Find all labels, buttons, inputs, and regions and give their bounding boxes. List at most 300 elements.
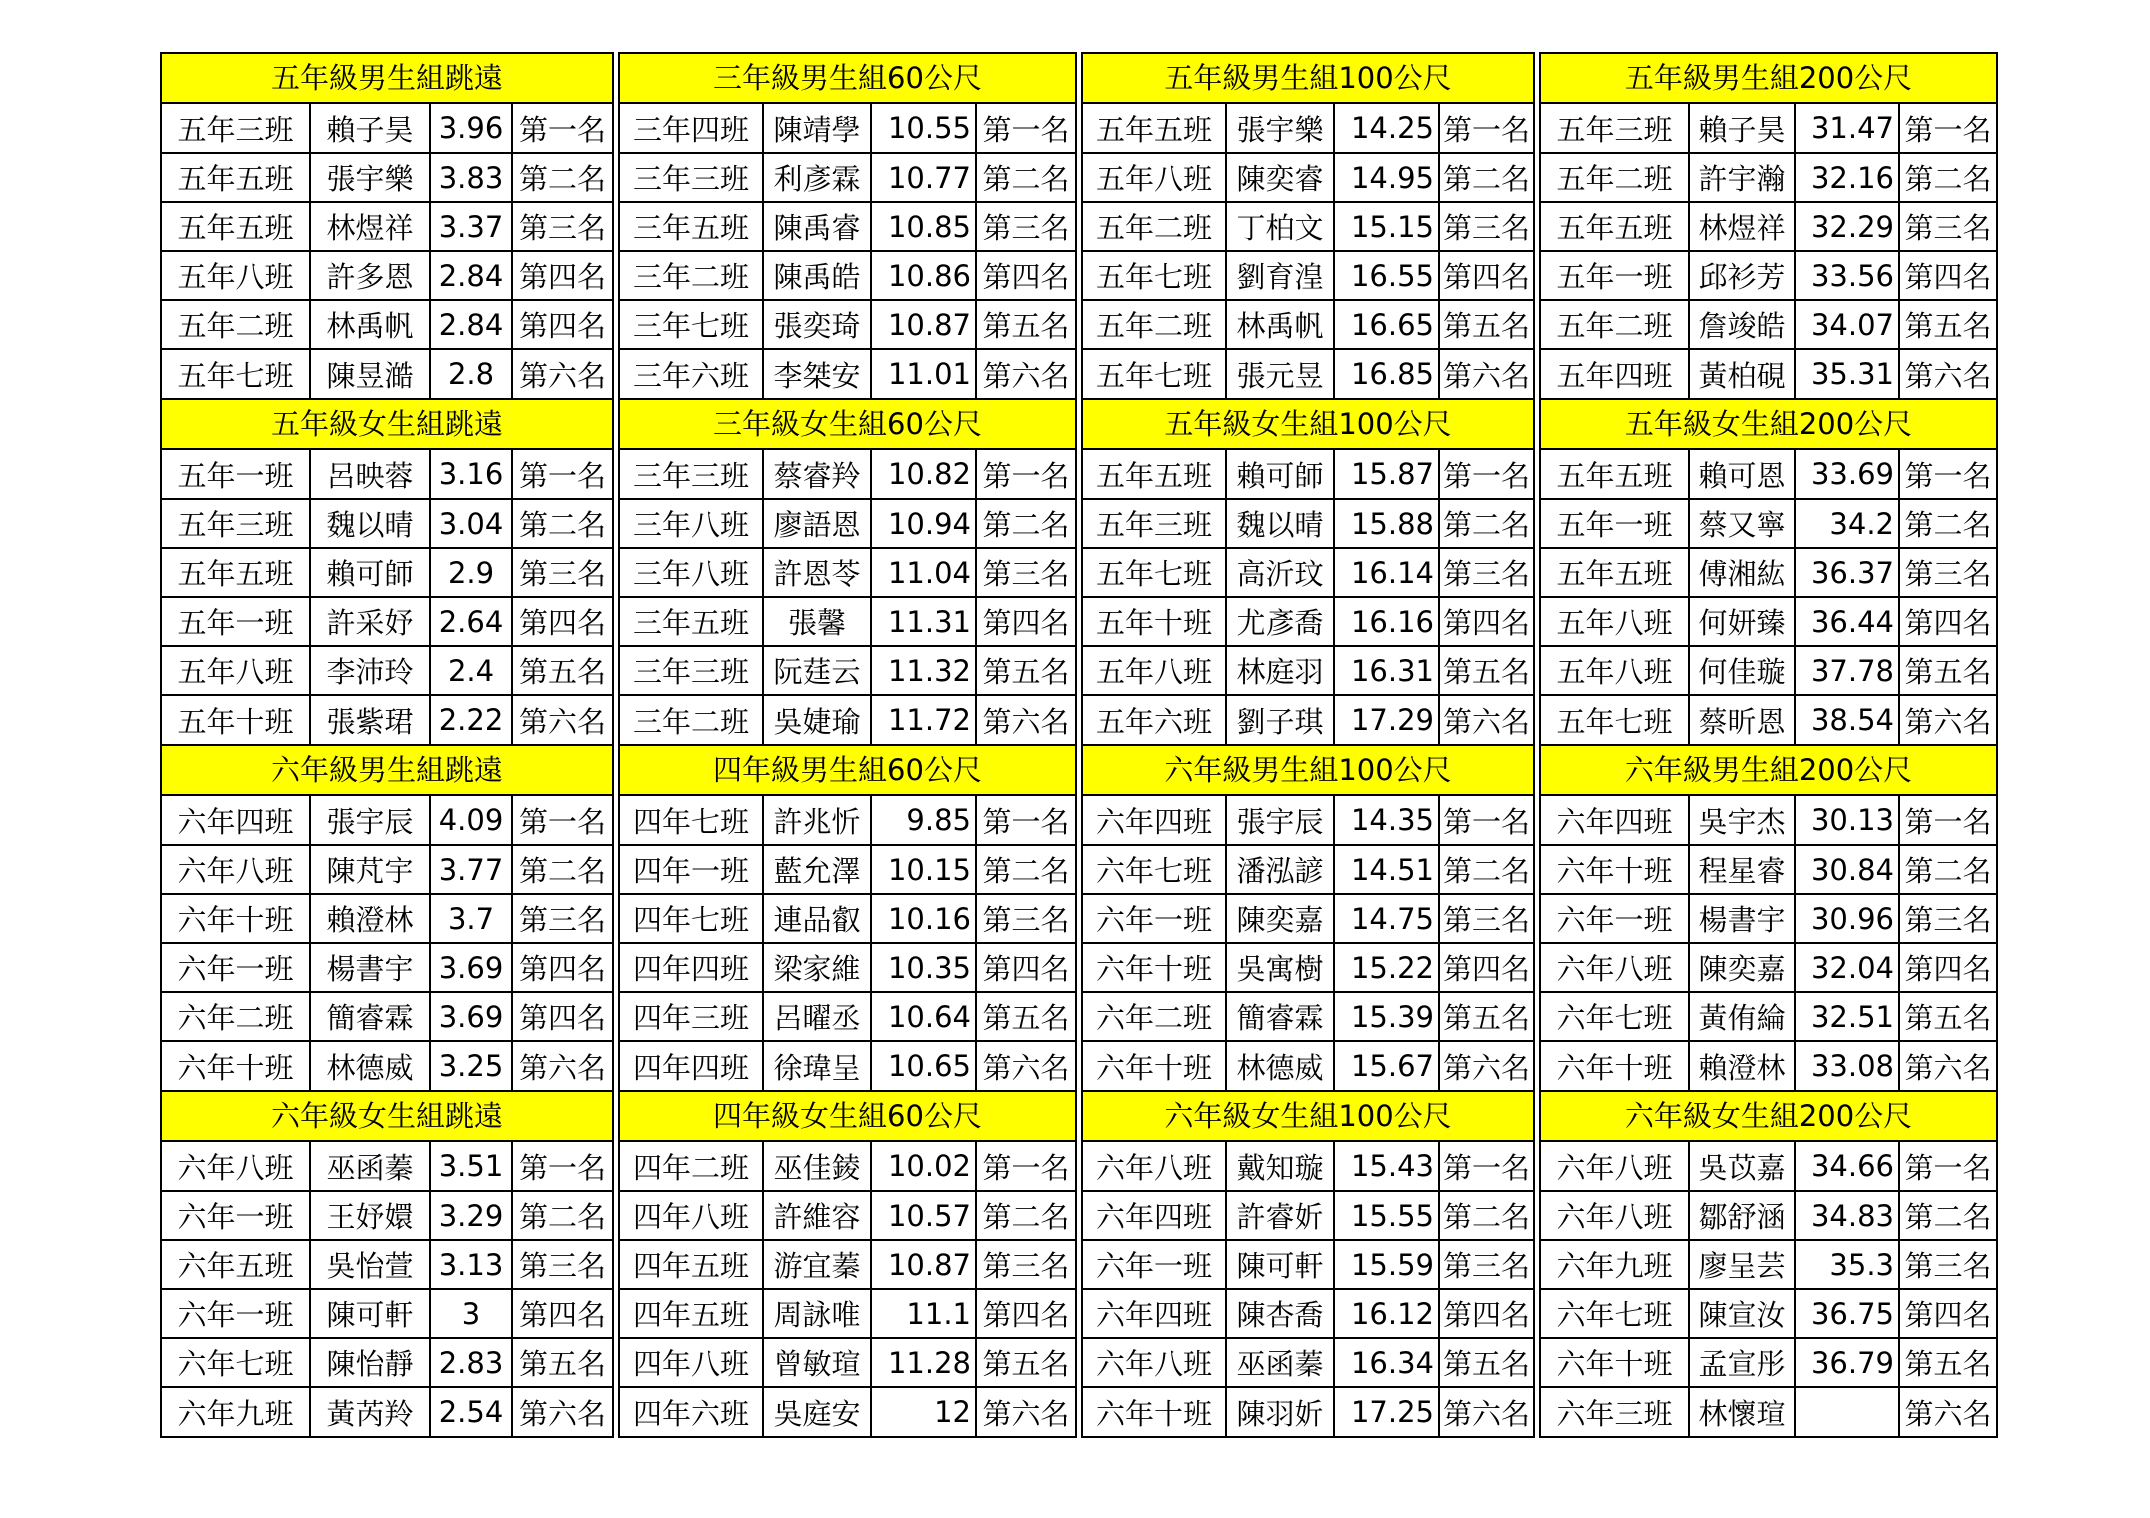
table-row — [162, 943, 612, 992]
athlete-name-cell: 陳奕嘉 — [1226, 894, 1334, 943]
results-bands — [160, 52, 1998, 1438]
result-cell: 34.66 — [1795, 1142, 1899, 1191]
table-row — [1083, 796, 1533, 845]
table-row — [1083, 202, 1533, 251]
rank-cell: 第四名 — [1899, 943, 1996, 992]
rank-cell: 第五名 — [1899, 1338, 1996, 1387]
athlete-name-cell: 潘泓諺 — [1226, 845, 1334, 894]
table-row — [1083, 499, 1533, 548]
rank-cell: 第四名 — [1439, 1289, 1533, 1338]
result-cell: 16.14 — [1334, 548, 1439, 597]
athlete-name-cell: 許睿妡 — [1226, 1191, 1334, 1240]
table-row — [1083, 1191, 1533, 1240]
results-table — [1541, 450, 1996, 744]
table-row — [620, 1240, 1075, 1289]
result-cell: 31.47 — [1795, 104, 1899, 153]
class-cell: 五年四班 — [1541, 349, 1689, 398]
rank-cell: 第五名 — [976, 992, 1075, 1041]
class-cell: 六年八班 — [1083, 1142, 1226, 1191]
table-row — [1083, 104, 1533, 153]
table-row — [1541, 943, 1996, 992]
class-cell: 六年五班 — [162, 1240, 310, 1289]
rank-cell: 第三名 — [512, 548, 612, 597]
table-row — [1083, 992, 1533, 1041]
class-cell: 三年二班 — [620, 695, 763, 744]
result-cell: 10.35 — [871, 943, 976, 992]
results-table — [1083, 450, 1533, 744]
rank-cell: 第四名 — [1899, 1289, 1996, 1338]
table-row — [620, 104, 1075, 153]
rank-cell: 第六名 — [982, 1396, 1070, 1431]
rank-cell: 第四名 — [1439, 943, 1533, 992]
athlete-name-cell: 賴子昊 — [310, 104, 430, 153]
table-row — [1541, 450, 1996, 499]
class-cell: 六年一班 — [1083, 894, 1226, 943]
event-panel — [160, 400, 614, 746]
event-title: 六年級女生組200公尺 — [1541, 1092, 1996, 1142]
event-title: 五年級男生組200公尺 — [1541, 54, 1996, 104]
table-row — [1083, 349, 1533, 398]
result-cell: 10.15 — [871, 845, 976, 894]
athlete-name-cell: 連品叡 — [763, 894, 871, 943]
athlete-name-cell: 張宇樂 — [310, 153, 430, 202]
rank-cell: 第六名 — [1442, 1050, 1530, 1085]
athlete-name-cell: 林煜祥 — [1689, 202, 1795, 251]
class-cell: 四年四班 — [620, 1041, 763, 1090]
table-row — [162, 153, 612, 202]
class-cell: 五年五班 — [1541, 548, 1689, 597]
table-row — [620, 1387, 1075, 1436]
table-row — [620, 992, 1075, 1041]
athlete-name-cell: 詹竣皓 — [1689, 300, 1795, 349]
athlete-name-cell: 陳芃宇 — [310, 845, 430, 894]
rank-cell: 第二名 — [1439, 153, 1533, 202]
table-row — [1541, 1240, 1996, 1289]
table-row — [620, 695, 1075, 744]
rank-cell: 第五名 — [1899, 646, 1996, 695]
rank-cell: 第五名 — [976, 646, 1075, 695]
table-row — [1541, 1041, 1996, 1090]
athlete-name-cell: 簡睿霖 — [1226, 992, 1334, 1041]
class-cell: 五年七班 — [1083, 548, 1226, 597]
table-row — [1541, 104, 1996, 153]
table-row — [162, 450, 612, 499]
result-cell: 34.07 — [1795, 300, 1899, 349]
table-row — [620, 349, 1075, 398]
athlete-name-cell: 丁柏文 — [1226, 202, 1334, 251]
athlete-name-cell: 徐瑋呈 — [763, 1041, 871, 1090]
table-row — [620, 548, 1075, 597]
rank-cell: 第四名 — [512, 597, 612, 646]
athlete-name-cell: 巫函蓁 — [1226, 1338, 1334, 1387]
athlete-name-cell: 周詠唯 — [763, 1289, 871, 1338]
rank-cell: 第五名 — [512, 1338, 612, 1387]
result-cell: 15.22 — [1334, 943, 1439, 992]
table-row — [1083, 1338, 1533, 1387]
event-panel — [1539, 1092, 1998, 1438]
rank-cell: 第二名 — [976, 153, 1075, 202]
table-row — [162, 992, 612, 1041]
rank-cell: 第三名 — [1439, 894, 1533, 943]
event-title: 六年級男生組200公尺 — [1541, 746, 1996, 796]
result-cell: 10.02 — [871, 1142, 976, 1191]
rank-cell: 第六名 — [982, 358, 1070, 393]
table-row — [1541, 300, 1996, 349]
event-title: 五年級男生組跳遠 — [162, 54, 612, 104]
class-cell: 五年三班 — [1541, 104, 1689, 153]
rank-cell: 第六名 — [982, 1050, 1070, 1085]
class-cell: 六年十班 — [1083, 943, 1226, 992]
result-cell: 36.75 — [1795, 1289, 1899, 1338]
table-row — [620, 597, 1075, 646]
rank-cell: 第四名 — [512, 992, 612, 1041]
athlete-name-cell: 廖呈芸 — [1689, 1240, 1795, 1289]
table-row — [1541, 1387, 1996, 1436]
athlete-name-cell: 陳奕嘉 — [1689, 943, 1795, 992]
class-cell: 五年一班 — [1541, 499, 1689, 548]
athlete-name-cell: 許恩苓 — [763, 548, 871, 597]
rank-cell: 第六名 — [518, 704, 606, 739]
athlete-name-cell: 許多恩 — [310, 251, 430, 300]
class-cell: 六年一班 — [162, 1289, 310, 1338]
rank-cell: 第五名 — [1439, 300, 1533, 349]
table-row — [1541, 845, 1996, 894]
athlete-name-cell: 陳昱澔 — [310, 349, 430, 398]
event-panel — [1539, 746, 1998, 1092]
athlete-name-cell: 張宇辰 — [1226, 796, 1334, 845]
class-cell: 五年七班 — [1083, 251, 1226, 300]
class-cell: 五年五班 — [1541, 202, 1689, 251]
class-cell: 三年六班 — [620, 349, 763, 398]
rank-cell: 第三名 — [1899, 894, 1996, 943]
class-cell: 六年十班 — [162, 894, 310, 943]
table-row — [1083, 251, 1533, 300]
result-cell: 2.22 — [430, 695, 512, 744]
class-cell: 六年九班 — [1541, 1240, 1689, 1289]
result-cell: 11.28 — [871, 1338, 976, 1387]
rank-cell: 第四名 — [976, 597, 1075, 646]
result-cell: 10.65 — [871, 1041, 976, 1090]
class-cell: 六年八班 — [1541, 1142, 1689, 1191]
rank-cell: 第六名 — [982, 704, 1070, 739]
result-cell: 3.69 — [430, 992, 512, 1041]
table-row — [162, 1142, 612, 1191]
result-cell: 10.64 — [871, 992, 976, 1041]
table-row — [1083, 1387, 1533, 1436]
table-row — [162, 1289, 612, 1338]
class-cell: 六年一班 — [162, 943, 310, 992]
rank-cell: 第二名 — [1899, 845, 1996, 894]
class-cell: 六年四班 — [1541, 796, 1689, 845]
rank-cell: 第五名 — [1899, 992, 1996, 1041]
rank-cell: 第六名 — [518, 1396, 606, 1431]
table-row — [1083, 695, 1533, 744]
athlete-name-cell: 吳怡萱 — [310, 1240, 430, 1289]
rank-cell: 第六名 — [1904, 1396, 1992, 1431]
rank-cell: 第四名 — [976, 943, 1075, 992]
result-cell: 10.57 — [871, 1191, 976, 1240]
athlete-name-cell: 傅湘紘 — [1689, 548, 1795, 597]
athlete-name-cell: 簡睿霖 — [310, 992, 430, 1041]
class-cell: 三年三班 — [620, 646, 763, 695]
table-row — [620, 1142, 1075, 1191]
rank-cell: 第六名 — [1442, 1396, 1530, 1431]
table-row — [620, 202, 1075, 251]
athlete-name-cell: 陳怡靜 — [310, 1338, 430, 1387]
event-title: 五年級男生組100公尺 — [1083, 54, 1533, 104]
result-cell: 32.29 — [1795, 202, 1899, 251]
athlete-name-cell: 賴可師 — [1226, 450, 1334, 499]
class-cell: 四年四班 — [620, 943, 763, 992]
athlete-name-cell: 王妤嬛 — [310, 1191, 430, 1240]
table-row — [620, 646, 1075, 695]
event-panel — [1081, 1092, 1535, 1438]
athlete-name-cell: 許維容 — [763, 1191, 871, 1240]
table-row — [1541, 202, 1996, 251]
athlete-name-cell: 張宇辰 — [310, 796, 430, 845]
class-cell: 三年八班 — [620, 548, 763, 597]
athlete-name-cell: 張奕琦 — [763, 300, 871, 349]
event-panel — [618, 400, 1077, 746]
rank-cell: 第一名 — [1899, 1142, 1996, 1191]
table-row — [1083, 943, 1533, 992]
results-table — [1083, 1142, 1533, 1436]
table-row — [1541, 992, 1996, 1041]
class-cell: 五年五班 — [1083, 450, 1226, 499]
results-table — [162, 450, 612, 744]
rank-cell: 第四名 — [1899, 251, 1996, 300]
athlete-name-cell: 魏以晴 — [310, 499, 430, 548]
result-cell: 3.96 — [430, 104, 512, 153]
class-cell: 三年八班 — [620, 499, 763, 548]
athlete-name-cell: 利彥霖 — [763, 153, 871, 202]
table-row — [620, 1338, 1075, 1387]
class-cell: 五年二班 — [1541, 153, 1689, 202]
rank-cell: 第五名 — [1439, 992, 1533, 1041]
class-cell: 六年十班 — [162, 1041, 310, 1090]
table-row — [162, 1191, 612, 1240]
result-cell: 10.82 — [871, 450, 976, 499]
rank-cell: 第三名 — [1899, 1240, 1996, 1289]
athlete-name-cell: 林懷瑄 — [1689, 1387, 1795, 1436]
results-band — [160, 746, 1998, 1092]
result-cell: 32.04 — [1795, 943, 1899, 992]
result-cell: 3.7 — [430, 894, 512, 943]
class-cell: 六年一班 — [1083, 1240, 1226, 1289]
table-row — [162, 499, 612, 548]
table-row — [1083, 1289, 1533, 1338]
table-row — [1541, 1142, 1996, 1191]
rank-cell: 第一名 — [512, 1142, 612, 1191]
class-cell: 五年二班 — [1083, 202, 1226, 251]
event-title: 五年級女生組200公尺 — [1541, 400, 1996, 450]
table-row — [162, 845, 612, 894]
class-cell: 六年十班 — [1083, 1387, 1226, 1436]
rank-cell: 第三名 — [512, 1240, 612, 1289]
table-row — [1541, 597, 1996, 646]
table-row — [1541, 894, 1996, 943]
result-cell: 2.84 — [430, 300, 512, 349]
event-title: 三年級男生組60公尺 — [620, 54, 1075, 104]
rank-cell: 第四名 — [1439, 597, 1533, 646]
class-cell: 六年一班 — [162, 1191, 310, 1240]
rank-cell: 第三名 — [1899, 202, 1996, 251]
result-cell: 37.78 — [1795, 646, 1899, 695]
athlete-name-cell: 許采妤 — [310, 597, 430, 646]
class-cell: 五年一班 — [162, 450, 310, 499]
class-cell: 六年二班 — [162, 992, 310, 1041]
rank-cell: 第六名 — [1904, 704, 1992, 739]
result-cell: 14.95 — [1334, 153, 1439, 202]
results-band — [160, 400, 1998, 746]
rank-cell: 第六名 — [518, 1050, 606, 1085]
athlete-name-cell: 陳杏喬 — [1226, 1289, 1334, 1338]
athlete-name-cell: 許兆忻 — [763, 796, 871, 845]
athlete-name-cell: 邱衫芳 — [1689, 251, 1795, 300]
result-cell: 16.55 — [1334, 251, 1439, 300]
table-row — [1083, 450, 1533, 499]
class-cell: 六年十班 — [1541, 845, 1689, 894]
results-table — [1083, 796, 1533, 1090]
class-cell: 六年二班 — [1083, 992, 1226, 1041]
rank-cell: 第四名 — [1899, 597, 1996, 646]
athlete-name-cell: 賴可恩 — [1689, 450, 1795, 499]
class-cell: 三年三班 — [620, 153, 763, 202]
class-cell: 六年七班 — [162, 1338, 310, 1387]
result-cell: 15.67 — [1334, 1041, 1439, 1090]
rank-cell: 第三名 — [976, 202, 1075, 251]
rank-cell: 第三名 — [512, 202, 612, 251]
class-cell: 三年四班 — [620, 104, 763, 153]
class-cell: 四年八班 — [620, 1191, 763, 1240]
event-title: 六年級女生組跳遠 — [162, 1092, 612, 1142]
result-cell: 30.13 — [1795, 796, 1899, 845]
result-cell: 38.54 — [1795, 695, 1899, 744]
result-cell: 16.16 — [1334, 597, 1439, 646]
table-row — [162, 251, 612, 300]
result-cell: 15.43 — [1334, 1142, 1439, 1191]
result-cell: 3.37 — [430, 202, 512, 251]
result-cell: 2.4 — [430, 646, 512, 695]
result-cell: 32.51 — [1795, 992, 1899, 1041]
athlete-name-cell: 黃芮羚 — [310, 1387, 430, 1436]
class-cell: 五年十班 — [1083, 597, 1226, 646]
athlete-name-cell: 阮莛云 — [763, 646, 871, 695]
athlete-name-cell: 呂曜丞 — [763, 992, 871, 1041]
class-cell: 六年四班 — [162, 796, 310, 845]
class-cell: 五年七班 — [162, 349, 310, 398]
result-cell: 3.83 — [430, 153, 512, 202]
event-panel — [1539, 52, 1998, 400]
event-title: 六年級女生組100公尺 — [1083, 1092, 1533, 1142]
class-cell: 四年六班 — [620, 1387, 763, 1436]
athlete-name-cell: 巫佳錂 — [763, 1142, 871, 1191]
athlete-name-cell: 尤彥喬 — [1226, 597, 1334, 646]
table-row — [1541, 153, 1996, 202]
table-row — [1083, 1240, 1533, 1289]
results-band — [160, 1092, 1998, 1438]
result-cell: 10.55 — [871, 104, 976, 153]
class-cell: 四年八班 — [620, 1338, 763, 1387]
results-table — [620, 104, 1075, 398]
table-row — [1541, 349, 1996, 398]
result-cell: 3.04 — [430, 499, 512, 548]
result-cell: 2.64 — [430, 597, 512, 646]
result-cell: 2.54 — [430, 1387, 512, 1436]
athlete-name-cell: 李桀安 — [763, 349, 871, 398]
result-cell: 11.31 — [871, 597, 976, 646]
rank-cell: 第四名 — [976, 251, 1075, 300]
class-cell: 四年三班 — [620, 992, 763, 1041]
athlete-name-cell: 吳婕瑜 — [763, 695, 871, 744]
result-cell: 10.85 — [871, 202, 976, 251]
event-title: 六年級男生組跳遠 — [162, 746, 612, 796]
athlete-name-cell: 陳靖學 — [763, 104, 871, 153]
class-cell: 五年五班 — [1083, 104, 1226, 153]
rank-cell: 第二名 — [512, 153, 612, 202]
result-cell: 17.25 — [1334, 1387, 1439, 1436]
class-cell: 四年五班 — [620, 1289, 763, 1338]
athlete-name-cell: 曾敏瑄 — [763, 1338, 871, 1387]
table-row — [620, 153, 1075, 202]
class-cell: 六年七班 — [1083, 845, 1226, 894]
event-panel — [1081, 746, 1535, 1092]
athlete-name-cell: 蔡昕恩 — [1689, 695, 1795, 744]
class-cell: 六年八班 — [162, 845, 310, 894]
result-cell: 33.56 — [1795, 251, 1899, 300]
table-row — [1541, 499, 1996, 548]
result-cell: 3.77 — [430, 845, 512, 894]
rank-cell: 第五名 — [1439, 1338, 1533, 1387]
class-cell: 六年八班 — [1541, 1191, 1689, 1240]
athlete-name-cell: 呂映蓉 — [310, 450, 430, 499]
table-row — [1083, 1142, 1533, 1191]
event-panel — [618, 1092, 1077, 1438]
rank-cell: 第二名 — [1899, 153, 1996, 202]
table-row — [620, 300, 1075, 349]
athlete-name-cell: 藍允澤 — [763, 845, 871, 894]
class-cell: 五年五班 — [162, 548, 310, 597]
athlete-name-cell: 林禹帆 — [310, 300, 430, 349]
athlete-name-cell: 梁家維 — [763, 943, 871, 992]
table-row — [162, 104, 612, 153]
table-row — [1541, 796, 1996, 845]
athlete-name-cell: 張元昱 — [1226, 349, 1334, 398]
result-cell: 11.1 — [871, 1289, 976, 1338]
rank-cell: 第二名 — [1899, 499, 1996, 548]
rank-cell: 第六名 — [1442, 704, 1530, 739]
class-cell: 五年三班 — [1083, 499, 1226, 548]
athlete-name-cell: 林煜祥 — [310, 202, 430, 251]
result-cell: 12 — [871, 1387, 976, 1436]
result-cell — [1795, 1387, 1899, 1436]
class-cell: 五年八班 — [1083, 646, 1226, 695]
athlete-name-cell: 林禹帆 — [1226, 300, 1334, 349]
rank-cell: 第三名 — [976, 548, 1075, 597]
rank-cell: 第四名 — [512, 1289, 612, 1338]
rank-cell: 第一名 — [976, 104, 1075, 153]
result-cell: 35.31 — [1795, 349, 1899, 398]
results-table — [162, 104, 612, 398]
athlete-name-cell: 孟宣彤 — [1689, 1338, 1795, 1387]
rank-cell: 第一名 — [976, 796, 1075, 845]
class-cell: 五年五班 — [162, 153, 310, 202]
athlete-name-cell: 林德威 — [310, 1041, 430, 1090]
rank-cell: 第二名 — [512, 845, 612, 894]
rank-cell: 第四名 — [512, 251, 612, 300]
athlete-name-cell: 林庭羽 — [1226, 646, 1334, 695]
results-table — [1083, 104, 1533, 398]
